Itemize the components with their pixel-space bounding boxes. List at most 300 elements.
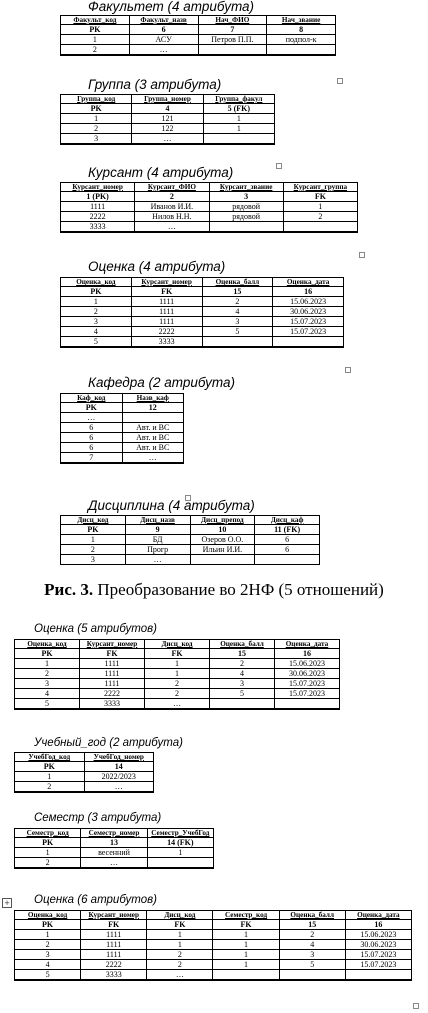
table-ocenka-4 <box>60 277 344 348</box>
table-cell: 12 <box>122 403 184 413</box>
table-cell: 3333 <box>131 337 202 347</box>
table-cell: УчебГод_код <box>15 753 85 762</box>
table-cell: 1 <box>213 960 279 970</box>
table-cell: рядовой <box>209 212 283 222</box>
table-cell: 15.07.2023 <box>345 960 411 970</box>
table-cell: 2 <box>15 782 85 792</box>
table-cell <box>145 709 210 710</box>
table-cell: 2222 <box>80 689 145 699</box>
table-cell <box>203 144 274 145</box>
table-row <box>61 222 358 232</box>
table-cell: 2 <box>145 679 210 689</box>
table-row <box>61 545 320 555</box>
table-cell: Петров П.П. <box>198 35 267 45</box>
table-cell: PK <box>61 287 132 297</box>
table-cell: FK <box>147 920 213 930</box>
table-cell: 1111 <box>81 940 147 950</box>
table-cell: 3 <box>209 192 283 202</box>
table-row <box>61 453 184 463</box>
table-row <box>61 443 184 453</box>
table-cell: Семестр_код <box>15 829 81 838</box>
table-cell: 15.07.2023 <box>275 689 340 699</box>
table-cell: 15.07.2023 <box>273 327 344 337</box>
table-cell <box>61 347 132 348</box>
table-cell: 1 <box>15 930 81 940</box>
table-cell: весенний <box>81 848 147 858</box>
table-cell <box>61 232 135 233</box>
table-resize-handle[interactable] <box>345 367 351 373</box>
table-cell: 16 <box>273 287 344 297</box>
table-row <box>61 394 184 403</box>
table-cell: Назв_каф <box>122 394 184 403</box>
table-row <box>61 287 344 297</box>
table-cell: 4 <box>15 689 80 699</box>
table-row <box>61 535 320 545</box>
table-cell: PK <box>15 649 80 659</box>
table-cell: 6 <box>61 443 123 453</box>
table-resize-handle[interactable] <box>337 78 343 84</box>
table-cell <box>122 463 184 464</box>
table-cell: Авт. и ВС <box>122 433 184 443</box>
table-row <box>15 640 340 649</box>
table-cell: Прогр <box>125 545 190 555</box>
table-cell: … <box>125 555 190 565</box>
table-title-uchebnyi-god: Учебный_год (2 атрибута) <box>34 737 183 749</box>
table-row <box>15 980 412 981</box>
table-cell: Факульт_назв <box>129 16 198 25</box>
table-row <box>61 134 275 144</box>
table-cell: … <box>122 453 184 463</box>
table-cell: 8 <box>267 25 336 35</box>
table-cell: 1 <box>61 114 132 124</box>
table-cell: 3 <box>61 555 126 565</box>
table-cell: 14 (FK) <box>147 838 213 848</box>
table-cell: 1111 <box>61 202 135 212</box>
table-cell: 5 <box>210 689 275 699</box>
table-move-icon[interactable]: + <box>2 898 12 908</box>
table-cell: 6 <box>61 433 123 443</box>
table-row <box>61 423 184 433</box>
table-row <box>61 463 184 464</box>
table-cell: Нач_звание <box>267 16 336 25</box>
table-cell <box>279 980 345 981</box>
table-cell: 4 <box>210 669 275 679</box>
table-row <box>61 35 336 45</box>
table-row <box>61 55 336 56</box>
table-cell: Оценка_дата <box>345 911 411 920</box>
table-cell: FK <box>80 649 145 659</box>
table-cell: 3 <box>15 950 81 960</box>
table-cell: Группа_факул <box>203 95 274 104</box>
table-cell: FK <box>145 649 210 659</box>
table-cell: 4 <box>61 327 132 337</box>
table-row <box>61 403 184 413</box>
table-cell: 2 <box>283 212 357 222</box>
table-row <box>15 762 154 772</box>
table-title-semestr: Семестр (3 атрибута) <box>34 812 162 824</box>
table-cell: 1 <box>213 940 279 950</box>
table-cell: Оценка_код <box>15 911 81 920</box>
table-cell: Курсант_группа <box>283 183 357 192</box>
table-row <box>61 45 336 55</box>
table-cell: 3333 <box>80 699 145 709</box>
table-row <box>15 669 340 679</box>
table-cell <box>81 980 147 981</box>
table-cell: 1 (PK) <box>61 192 135 202</box>
table-uchebnyi-god <box>14 752 154 793</box>
table-row <box>15 782 154 792</box>
table-cell <box>15 980 81 981</box>
table-cell <box>80 709 145 710</box>
table-semestr <box>14 828 214 869</box>
table-cell: Авт. и ВС <box>122 423 184 433</box>
table-row <box>61 212 358 222</box>
table-cell <box>273 347 344 348</box>
table-cell: 1 <box>213 950 279 960</box>
table-cell: 15.07.2023 <box>275 679 340 689</box>
table-cell: Дисц_препод <box>190 516 255 525</box>
figure-caption-text: Преобразование во 2НФ (5 отношений) <box>93 580 384 599</box>
table-cell: 5 <box>202 327 273 337</box>
table-cell: FK <box>283 192 357 202</box>
table-cell: PK <box>61 403 123 413</box>
table-cell: 1 <box>61 35 130 45</box>
table-cell: 3 <box>202 317 273 327</box>
table-cell: 15 <box>202 287 273 297</box>
table-cell: 4 <box>202 307 273 317</box>
table-cell: 30.06.2023 <box>273 307 344 317</box>
table-row <box>61 95 275 104</box>
table-row <box>61 413 184 423</box>
table-row <box>15 940 412 950</box>
table-row <box>61 192 358 202</box>
table-cell <box>198 45 267 55</box>
table-cell <box>129 55 198 56</box>
table-cell: 3 <box>15 679 80 689</box>
table-cell: Курсант_ФИО <box>135 183 209 192</box>
table-cell: Нилов Н.Н. <box>135 212 209 222</box>
table-cell: … <box>61 413 123 423</box>
table-cell <box>275 709 340 710</box>
table-cell: 1 <box>15 772 85 782</box>
table-cell: 1 <box>203 114 274 124</box>
table-cell: 121 <box>132 114 203 124</box>
table-title-ocenka-6: Оценка (6 атрибутов) <box>34 894 157 906</box>
table-cell: 1111 <box>81 950 147 960</box>
table-row <box>61 104 275 114</box>
table-cell: Иванов И.И. <box>135 202 209 212</box>
table-ocenka-5 <box>14 639 340 710</box>
table-cell: 1 <box>213 930 279 940</box>
table-cell: 2222 <box>131 327 202 337</box>
table-cell: рядовой <box>209 202 283 212</box>
table-title-ocenka-4: Оценка (4 атрибута) <box>88 259 226 274</box>
table-cell: 2 <box>61 307 132 317</box>
table-ocenka-6 <box>14 910 412 981</box>
table-cell: Курсант_номер <box>80 640 145 649</box>
table-cell: Ильин И.И. <box>190 545 255 555</box>
table-cell: Оценка_балл <box>210 640 275 649</box>
table-cell: Авт. и ВС <box>122 443 184 453</box>
table-cell: Дисц_назв <box>125 516 190 525</box>
table-title-ocenka-5: Оценка (5 атрибутов) <box>34 623 157 635</box>
table-cell: 2 <box>279 930 345 940</box>
table-cell: 1111 <box>80 659 145 669</box>
table-cell: 30.06.2023 <box>345 940 411 950</box>
table-row <box>15 709 340 710</box>
table-cell: Каф_код <box>61 394 123 403</box>
table-row <box>15 868 214 869</box>
table-cell: Оценка_дата <box>275 640 340 649</box>
table-cell <box>147 980 213 981</box>
table-cell <box>84 792 154 793</box>
table-cell: 1 <box>15 848 81 858</box>
table-cell: 4 <box>132 104 203 114</box>
table-cell <box>147 858 213 868</box>
table-cell: Оценка_балл <box>202 278 273 287</box>
table-cell: 1111 <box>131 297 202 307</box>
table-cell <box>345 980 411 981</box>
table-cell: 7 <box>61 453 123 463</box>
table-cell <box>15 709 80 710</box>
table-cell <box>267 45 336 55</box>
table-cell: 6 <box>129 25 198 35</box>
table-row <box>61 317 344 327</box>
table-cell: 122 <box>132 124 203 134</box>
table-cell: 5 <box>61 337 132 347</box>
table-row <box>61 433 184 443</box>
table-kafedra <box>60 393 184 464</box>
table-row <box>61 278 344 287</box>
table-cell: Семестр_УчебГод <box>147 829 213 838</box>
table-cell: 6 <box>255 535 320 545</box>
table-cell: 2 <box>61 124 132 134</box>
table-cell: FK <box>213 920 279 930</box>
table-row <box>61 307 344 317</box>
table-cell: Дисц_каф <box>255 516 320 525</box>
table-cell: 15.07.2023 <box>345 950 411 960</box>
table-cell <box>15 792 85 793</box>
table-cell <box>210 709 275 710</box>
table-cell: 3 <box>210 679 275 689</box>
table-title-gruppa: Группа (3 атрибута) <box>88 77 222 92</box>
table-cell: 1 <box>147 848 213 858</box>
table-cell: 2 <box>61 45 130 55</box>
table-cell: УчебГод_номер <box>84 753 154 762</box>
table-title-kafedra: Кафедра (2 атрибута) <box>88 375 235 390</box>
table-cell: … <box>81 858 147 868</box>
table-cell: 1 <box>61 535 126 545</box>
table-fakultet <box>60 15 336 56</box>
table-cell: Группа_код <box>61 95 132 104</box>
table-cell <box>275 699 340 709</box>
table-cell: 15.06.2023 <box>345 930 411 940</box>
table-cell: 2 <box>61 545 126 555</box>
table-cell <box>202 337 273 347</box>
table-cell: 14 <box>84 762 154 772</box>
table-row <box>15 950 412 960</box>
table-cell: 1 <box>15 659 80 669</box>
table-row <box>15 753 154 762</box>
table-cell: 1111 <box>80 679 145 689</box>
figure-caption <box>0 580 428 600</box>
table-gruppa <box>60 94 275 145</box>
table-cell: PK <box>61 525 126 535</box>
table-cell <box>81 868 147 869</box>
table-row <box>15 970 412 980</box>
table-cell: 3 <box>61 134 132 144</box>
table-row <box>15 679 340 689</box>
table-cell: 16 <box>345 920 411 930</box>
table-row <box>61 144 275 145</box>
table-cell: 2 <box>147 960 213 970</box>
table-cell: 2022/2023 <box>84 772 154 782</box>
table-cell <box>213 970 279 980</box>
table-title-disciplina: Дисциплина (4 атрибута) <box>88 498 255 513</box>
table-cell: 1111 <box>80 669 145 679</box>
table-cell: 2 <box>135 192 209 202</box>
table-cell: 2 <box>147 950 213 960</box>
table-title-kursant: Курсант (4 атрибута) <box>88 165 234 180</box>
table-cell: 16 <box>275 649 340 659</box>
table-cell <box>131 347 202 348</box>
table-disciplina <box>60 515 320 565</box>
table-cell: PK <box>15 920 81 930</box>
table-cell: АСУ <box>129 35 198 45</box>
table-cell: Оценка_дата <box>273 278 344 287</box>
table-resize-handle[interactable] <box>359 252 365 258</box>
table-cell: 1 <box>147 940 213 950</box>
table-resize-handle[interactable] <box>276 163 282 169</box>
table-cell: … <box>84 782 154 792</box>
table-row <box>61 347 344 348</box>
table-row <box>15 930 412 940</box>
table-cell <box>61 55 130 56</box>
table-cell: FK <box>81 920 147 930</box>
table-cell: 1 <box>61 297 132 307</box>
table-cell: 5 <box>279 960 345 970</box>
table-row <box>15 689 340 699</box>
table-cell: Нач_ФИО <box>198 16 267 25</box>
table-cell: Курсант_номер <box>131 278 202 287</box>
table-row <box>15 838 214 848</box>
table-cell <box>210 699 275 709</box>
table-resize-handle[interactable] <box>413 1003 419 1009</box>
table-cell: 2 <box>15 940 81 950</box>
table-cell <box>279 970 345 980</box>
table-cell: PK <box>61 104 132 114</box>
table-cell: 15.06.2023 <box>275 659 340 669</box>
table-cell: … <box>145 699 210 709</box>
table-row <box>15 699 340 709</box>
table-cell: Факульт_код <box>61 16 130 25</box>
table-cell: … <box>147 970 213 980</box>
table-cell: 1 <box>145 659 210 669</box>
table-cell: 1 <box>147 930 213 940</box>
table-cell <box>190 555 255 565</box>
table-row <box>61 337 344 347</box>
table-cell: 1111 <box>131 307 202 317</box>
table-row <box>61 327 344 337</box>
table-cell: 1111 <box>131 317 202 327</box>
table-cell: 2 <box>202 297 273 307</box>
table-cell: Дисц_код <box>145 640 210 649</box>
table-cell <box>255 555 320 565</box>
table-cell <box>202 347 273 348</box>
table-cell: 15.07.2023 <box>273 317 344 327</box>
table-cell: PK <box>15 762 85 772</box>
table-cell: PK <box>61 25 130 35</box>
table-row <box>61 525 320 535</box>
table-cell: 6 <box>61 423 123 433</box>
figure-caption-label: Рис. 3. <box>44 580 94 599</box>
table-cell <box>15 868 81 869</box>
table-cell: 13 <box>81 838 147 848</box>
table-row <box>61 516 320 525</box>
table-row <box>15 848 214 858</box>
table-cell <box>147 868 213 869</box>
table-cell <box>213 980 279 981</box>
table-cell: Курсант_номер <box>81 911 147 920</box>
table-cell: Оценка_балл <box>279 911 345 920</box>
table-row <box>61 114 275 124</box>
table-cell: 2 <box>15 858 81 868</box>
table-cell: 5 <box>15 970 81 980</box>
table-cell <box>61 144 132 145</box>
table-cell: 4 <box>15 960 81 970</box>
table-row <box>61 16 336 25</box>
table-cell <box>61 463 123 464</box>
table-cell: 15 <box>279 920 345 930</box>
table-cell: 10 <box>190 525 255 535</box>
table-cell: подпол-к <box>267 35 336 45</box>
table-cell <box>283 232 357 233</box>
table-cell: … <box>129 45 198 55</box>
table-cell: Семестр_код <box>213 911 279 920</box>
table-row <box>15 649 340 659</box>
table-cell: 15.06.2023 <box>273 297 344 307</box>
table-cell: Оценка_код <box>15 640 80 649</box>
table-cell: 4 <box>279 940 345 950</box>
table-cell <box>209 232 283 233</box>
table-row <box>61 202 358 212</box>
table-cell: Группа_номер <box>132 95 203 104</box>
table-cell: 2222 <box>81 960 147 970</box>
table-cell <box>198 55 267 56</box>
table-cell: Озеров О.О. <box>190 535 255 545</box>
table-cell: 6 <box>255 545 320 555</box>
table-cell: 2 <box>210 659 275 669</box>
table-cell <box>132 144 203 145</box>
table-cell: Дисц_код <box>147 911 213 920</box>
table-cell: 3333 <box>61 222 135 232</box>
table-cell: 11 (FK) <box>255 525 320 535</box>
table-cell <box>283 222 357 232</box>
table-cell: 15 <box>210 649 275 659</box>
table-cell: Курсант_звание <box>209 183 283 192</box>
table-cell: 9 <box>125 525 190 535</box>
table-cell: … <box>135 222 209 232</box>
table-row <box>15 772 154 782</box>
table-cell <box>273 337 344 347</box>
table-cell: 2222 <box>61 212 135 222</box>
table-cell: 5 (FK) <box>203 104 274 114</box>
table-cell: Дисц_код <box>61 516 126 525</box>
table-cell: 1 <box>145 669 210 679</box>
table-cell: FK <box>131 287 202 297</box>
table-cell: 1 <box>203 124 274 134</box>
table-cell: 3 <box>279 950 345 960</box>
